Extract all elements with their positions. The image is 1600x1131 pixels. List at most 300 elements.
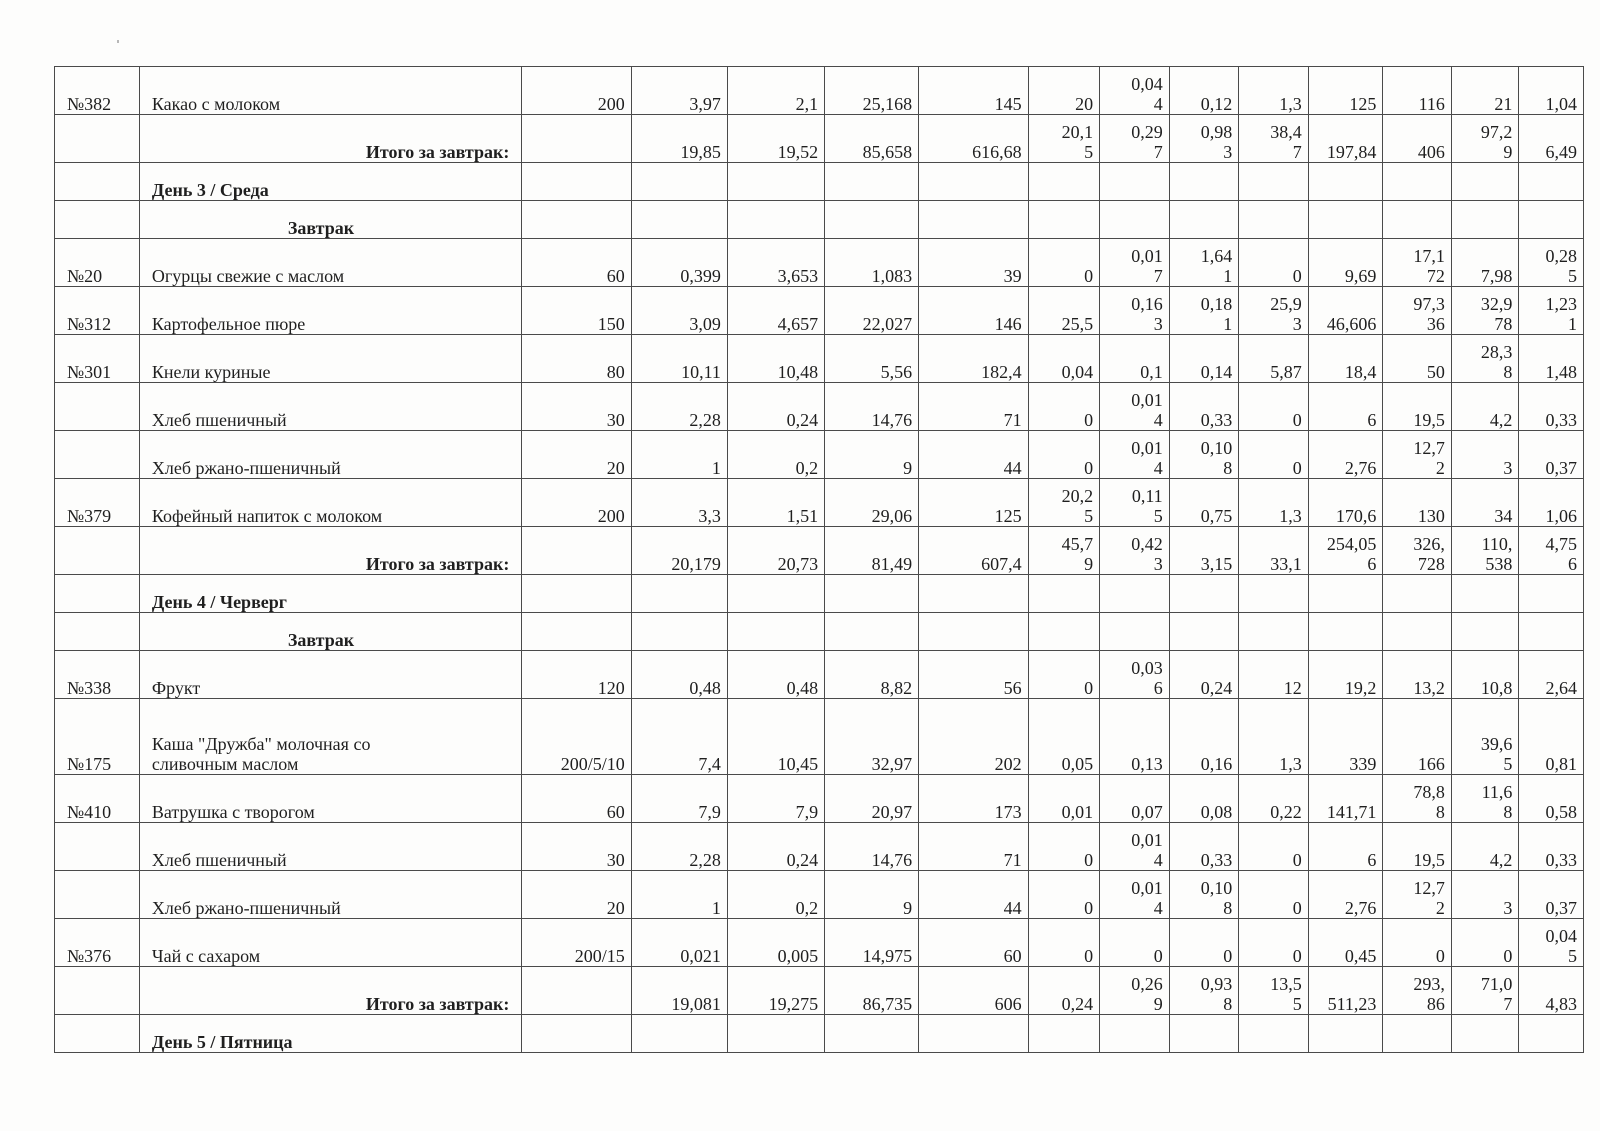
value-text: 146: [994, 314, 1022, 334]
total-row: [55, 967, 1584, 1015]
value-cell: [1519, 163, 1584, 201]
value-text: 2,64: [1545, 678, 1577, 698]
value-text: 170,6: [1335, 506, 1377, 526]
dish-name-text: Каша "Дружба" молочная со сливочным маслом: [151, 734, 371, 774]
value-text: 3,97: [689, 94, 721, 114]
value-text: 0,93 8: [1200, 974, 1233, 1014]
recipe-number-cell: [55, 613, 140, 651]
value-cell: [825, 575, 919, 613]
value-cell: [1519, 651, 1584, 699]
value-text: 0,021: [680, 946, 721, 966]
value-text: 30: [606, 850, 625, 870]
value-cell: [1383, 431, 1452, 479]
value-cell: [522, 871, 631, 919]
recipe-number-cell: №379: [55, 479, 140, 527]
value-text: 200/15: [574, 946, 625, 966]
recipe-number-cell: [55, 201, 140, 239]
value-cell: [522, 67, 631, 115]
value-cell: [1100, 823, 1170, 871]
value-text: 0,37: [1545, 898, 1577, 918]
recipe-number-cell: [55, 823, 140, 871]
recipe-number-cell: №410: [55, 775, 140, 823]
value-cell: [1028, 479, 1100, 527]
dish-name-text: День 3 / Среда: [151, 180, 269, 200]
value-cell: [522, 335, 631, 383]
value-cell: [1239, 335, 1309, 383]
value-cell: [727, 115, 824, 163]
recipe-number-cell: №382: [55, 67, 140, 115]
value-cell: [727, 575, 824, 613]
value-text: 110, 538: [1481, 534, 1513, 574]
value-cell: [727, 651, 824, 699]
value-text: 0,04: [1061, 362, 1094, 382]
dish-name-text: Хлеб пшеничный: [151, 850, 287, 870]
value-cell: [919, 1015, 1028, 1053]
value-text: 32,97: [871, 754, 913, 774]
value-cell: [1239, 823, 1309, 871]
value-text: 19,85: [680, 142, 721, 162]
value-cell: [1169, 163, 1239, 201]
dish-name-text: Итого за завтрак:: [365, 994, 510, 1014]
value-cell: [1308, 67, 1383, 115]
value-cell: [1100, 919, 1170, 967]
value-cell: [919, 967, 1028, 1015]
value-text: 2,76: [1344, 458, 1377, 478]
value-cell: [1308, 163, 1383, 201]
value-cell: [1308, 871, 1383, 919]
value-cell: [1451, 775, 1519, 823]
value-text: 21: [1494, 94, 1513, 114]
value-text: 511,23: [1327, 994, 1377, 1014]
value-text: 130: [1417, 506, 1445, 526]
value-cell: [919, 613, 1028, 651]
value-cell: [1383, 651, 1452, 699]
recipe-number-cell: [55, 527, 140, 575]
value-cell: [1028, 431, 1100, 479]
value-text: 173: [994, 802, 1022, 822]
value-text: 0,11 5: [1131, 486, 1163, 526]
value-cell: [522, 919, 631, 967]
value-text: 166: [1417, 754, 1445, 774]
value-text: 0,01: [1061, 802, 1094, 822]
value-text: 19,2: [1344, 678, 1377, 698]
value-text: 0,07: [1131, 802, 1163, 822]
value-text: 44: [1003, 458, 1022, 478]
value-text: 2,28: [689, 410, 721, 430]
value-cell: [1308, 575, 1383, 613]
value-cell: [919, 871, 1028, 919]
value-cell: [1100, 163, 1170, 201]
value-text: 0,42 3: [1131, 534, 1163, 574]
dish-name-cell: [139, 335, 522, 383]
dish-name-text: День 5 / Пятница: [151, 1032, 293, 1052]
value-cell: [825, 527, 919, 575]
table-row: [55, 823, 1584, 871]
value-cell: [522, 967, 631, 1015]
value-cell: [727, 67, 824, 115]
value-cell: [1028, 163, 1100, 201]
value-cell: [825, 383, 919, 431]
value-text: 28,3 8: [1480, 342, 1513, 382]
value-cell: [825, 431, 919, 479]
value-cell: [727, 919, 824, 967]
value-cell: [825, 871, 919, 919]
value-cell: [1308, 239, 1383, 287]
value-text: 0,24: [1200, 678, 1233, 698]
value-cell: [727, 383, 824, 431]
value-cell: [919, 823, 1028, 871]
value-cell: [1383, 823, 1452, 871]
value-cell: [1308, 919, 1383, 967]
value-cell: [631, 919, 727, 967]
value-text: 0,37: [1545, 458, 1577, 478]
value-text: 0,2: [795, 898, 819, 918]
value-text: 116: [1418, 94, 1445, 114]
scan-speck: [117, 40, 119, 43]
value-text: 0: [1292, 946, 1302, 966]
value-text: 1,51: [786, 506, 819, 526]
value-cell: [1519, 575, 1584, 613]
value-text: 20,179: [671, 554, 721, 574]
value-cell: [1028, 775, 1100, 823]
value-cell: [631, 651, 727, 699]
value-text: 1,3: [1279, 754, 1302, 774]
value-text: 20,2 5: [1061, 486, 1094, 526]
value-cell: [522, 383, 631, 431]
dish-name-cell: [139, 479, 522, 527]
value-text: 19,275: [768, 994, 819, 1014]
value-text: 1,64 1: [1200, 246, 1233, 286]
value-cell: [631, 67, 727, 115]
value-cell: [1169, 287, 1239, 335]
value-text: 406: [1417, 142, 1445, 162]
day-header-row: [55, 575, 1584, 613]
table-row: [55, 919, 1584, 967]
value-text: 0,33: [1200, 410, 1233, 430]
value-cell: [1383, 575, 1452, 613]
value-cell: [919, 201, 1028, 239]
value-text: 10,8: [1480, 678, 1513, 698]
value-cell: [1451, 335, 1519, 383]
value-cell: [919, 575, 1028, 613]
value-cell: [631, 823, 727, 871]
value-cell: [825, 163, 919, 201]
value-cell: [919, 335, 1028, 383]
value-text: 5,87: [1270, 362, 1302, 382]
value-cell: [1308, 431, 1383, 479]
value-cell: [1451, 115, 1519, 163]
value-cell: [1519, 527, 1584, 575]
value-text: 616,68: [972, 142, 1022, 162]
dish-name-text: Итого за завтрак:: [365, 554, 510, 574]
value-cell: [1451, 527, 1519, 575]
value-text: 1,48: [1545, 362, 1577, 382]
value-cell: [1239, 287, 1309, 335]
value-cell: [1100, 287, 1170, 335]
value-text: 7,9: [795, 802, 819, 822]
value-text: 3,3: [698, 506, 721, 526]
value-cell: [825, 699, 919, 775]
value-text: 0,04 4: [1131, 74, 1163, 114]
value-cell: [727, 335, 824, 383]
value-cell: [1169, 613, 1239, 651]
value-text: 145: [994, 94, 1022, 114]
value-cell: [727, 527, 824, 575]
value-text: 0,28 5: [1545, 246, 1577, 286]
value-text: 1,23 1: [1545, 294, 1577, 334]
value-text: 19,5: [1413, 850, 1445, 870]
value-cell: [1383, 479, 1452, 527]
value-cell: [1308, 651, 1383, 699]
value-cell: [1100, 115, 1170, 163]
value-text: 46,606: [1326, 314, 1377, 334]
value-cell: [631, 335, 727, 383]
value-text: 607,4: [981, 554, 1022, 574]
value-text: 125: [994, 506, 1022, 526]
value-cell: [919, 163, 1028, 201]
value-cell: [1308, 775, 1383, 823]
value-text: 0: [1084, 678, 1094, 698]
value-text: 20: [606, 458, 625, 478]
value-text: 0,01 4: [1131, 878, 1163, 918]
table-row: [55, 383, 1584, 431]
value-cell: [1169, 775, 1239, 823]
recipe-number-cell: [55, 967, 140, 1015]
value-text: 56: [1003, 678, 1022, 698]
value-text: 71,0 7: [1480, 974, 1513, 1014]
value-cell: [1169, 335, 1239, 383]
value-text: 0,45: [1344, 946, 1377, 966]
value-text: 0,48: [689, 678, 721, 698]
value-text: 0,01 4: [1131, 390, 1163, 430]
value-text: 71: [1003, 410, 1022, 430]
value-cell: [1239, 871, 1309, 919]
value-text: 12: [1283, 678, 1302, 698]
value-cell: [727, 823, 824, 871]
value-cell: [1308, 1015, 1383, 1053]
value-text: 0,12: [1200, 94, 1233, 114]
value-cell: [919, 699, 1028, 775]
value-cell: [1451, 67, 1519, 115]
value-text: 81,49: [871, 554, 913, 574]
value-cell: [1100, 1015, 1170, 1053]
value-cell: [1100, 871, 1170, 919]
value-cell: [1519, 239, 1584, 287]
value-cell: [919, 775, 1028, 823]
dish-name-text: Какао с молоком: [151, 94, 281, 114]
dish-name-cell: [139, 919, 522, 967]
value-text: 0: [1292, 850, 1302, 870]
value-cell: [1383, 67, 1452, 115]
value-cell: [727, 163, 824, 201]
value-cell: [631, 871, 727, 919]
value-text: 0,04 5: [1545, 926, 1577, 966]
value-text: 2,28: [689, 850, 721, 870]
value-text: 0: [1084, 410, 1094, 430]
value-text: 141,71: [1326, 802, 1377, 822]
value-text: 0,10 8: [1200, 878, 1233, 918]
value-text: 606: [994, 994, 1022, 1014]
value-cell: [1028, 383, 1100, 431]
dish-name-cell: [139, 651, 522, 699]
value-cell: [1308, 479, 1383, 527]
value-cell: [1239, 115, 1309, 163]
value-cell: [825, 239, 919, 287]
value-cell: [522, 699, 631, 775]
value-text: 19,081: [671, 994, 721, 1014]
recipe-number-cell: №175: [55, 699, 140, 775]
value-cell: [1028, 115, 1100, 163]
value-text: 0,005: [777, 946, 819, 966]
value-cell: [1383, 919, 1452, 967]
value-text: 34: [1494, 506, 1513, 526]
value-cell: [1519, 67, 1584, 115]
value-cell: [919, 919, 1028, 967]
value-text: 0,16 3: [1131, 294, 1163, 334]
value-cell: [1169, 967, 1239, 1015]
value-cell: [1308, 115, 1383, 163]
value-text: 9: [903, 458, 913, 478]
value-cell: [1308, 823, 1383, 871]
value-cell: [1100, 775, 1170, 823]
value-cell: [522, 775, 631, 823]
value-cell: [727, 699, 824, 775]
value-cell: [522, 1015, 631, 1053]
value-text: 339: [1349, 754, 1377, 774]
dish-name-cell: [139, 287, 522, 335]
value-cell: [522, 613, 631, 651]
value-cell: [1383, 527, 1452, 575]
value-cell: [1028, 239, 1100, 287]
dish-name-text: Завтрак: [287, 218, 355, 238]
value-cell: [919, 431, 1028, 479]
value-cell: [1169, 67, 1239, 115]
value-cell: [522, 201, 631, 239]
value-cell: [631, 575, 727, 613]
value-cell: [825, 115, 919, 163]
value-cell: [825, 479, 919, 527]
value-text: 0: [1292, 410, 1302, 430]
value-cell: [1239, 67, 1309, 115]
value-cell: [1028, 613, 1100, 651]
value-text: 17,1 72: [1413, 246, 1445, 286]
value-text: 326, 728: [1413, 534, 1445, 574]
value-text: 7,4: [698, 754, 721, 774]
value-cell: [1028, 67, 1100, 115]
value-text: 0: [1503, 946, 1513, 966]
value-text: 4,2: [1489, 850, 1513, 870]
value-cell: [1451, 699, 1519, 775]
dish-name-text: Итого за завтрак:: [365, 142, 510, 162]
value-cell: [727, 479, 824, 527]
value-cell: [1239, 699, 1309, 775]
value-cell: [631, 163, 727, 201]
dish-name-cell: [139, 115, 522, 163]
value-cell: [727, 239, 824, 287]
total-row: [55, 527, 1584, 575]
value-text: 60: [1003, 946, 1022, 966]
value-cell: [1451, 919, 1519, 967]
value-cell: [1028, 1015, 1100, 1053]
value-cell: [1519, 871, 1584, 919]
value-cell: [919, 651, 1028, 699]
value-cell: [1451, 967, 1519, 1015]
value-text: 9,69: [1344, 266, 1377, 286]
value-cell: [1169, 201, 1239, 239]
value-text: 0,10 8: [1200, 438, 1233, 478]
value-cell: [1451, 613, 1519, 651]
value-cell: [727, 287, 824, 335]
table-row: [55, 651, 1584, 699]
value-cell: [1519, 383, 1584, 431]
value-cell: [1028, 287, 1100, 335]
dish-name-cell: [139, 527, 522, 575]
value-cell: [1383, 163, 1452, 201]
value-text: 0,03 6: [1131, 658, 1163, 698]
value-text: 0,58: [1545, 802, 1577, 822]
value-cell: [825, 287, 919, 335]
value-cell: [1028, 967, 1100, 1015]
value-cell: [1100, 651, 1170, 699]
dish-name-cell: [139, 775, 522, 823]
value-cell: [1239, 1015, 1309, 1053]
value-text: 202: [994, 754, 1022, 774]
value-text: 0: [1084, 946, 1094, 966]
value-text: 0: [1084, 266, 1094, 286]
value-cell: [1169, 527, 1239, 575]
value-cell: [631, 1015, 727, 1053]
value-text: 20,1 5: [1061, 122, 1094, 162]
value-text: 22,027: [862, 314, 913, 334]
value-cell: [1451, 383, 1519, 431]
value-cell: [631, 115, 727, 163]
value-cell: [1308, 527, 1383, 575]
table-row: [55, 431, 1584, 479]
value-cell: [631, 967, 727, 1015]
value-text: 13,2: [1413, 678, 1445, 698]
value-cell: [1239, 575, 1309, 613]
table-row: [55, 871, 1584, 919]
value-text: 1,06: [1545, 506, 1577, 526]
dish-name-cell: [139, 201, 522, 239]
value-text: 150: [597, 314, 625, 334]
value-cell: [631, 239, 727, 287]
recipe-number-cell: [55, 115, 140, 163]
value-cell: [1239, 201, 1309, 239]
value-cell: [825, 823, 919, 871]
day-header-row: [55, 163, 1584, 201]
value-text: 2,76: [1344, 898, 1377, 918]
dish-name-cell: [139, 383, 522, 431]
value-text: 0: [1435, 946, 1445, 966]
value-cell: [631, 431, 727, 479]
value-text: 9: [903, 898, 913, 918]
value-cell: [1100, 699, 1170, 775]
value-text: 2,1: [795, 94, 819, 114]
value-text: 0,24: [1061, 994, 1094, 1014]
value-cell: [522, 239, 631, 287]
value-cell: [1519, 967, 1584, 1015]
value-cell: [1239, 613, 1309, 651]
value-cell: [1239, 163, 1309, 201]
value-cell: [1519, 775, 1584, 823]
value-text: 3: [1503, 898, 1513, 918]
value-cell: [522, 651, 631, 699]
dish-name-cell: [139, 613, 522, 651]
value-cell: [1239, 527, 1309, 575]
value-text: 0,29 7: [1131, 122, 1163, 162]
value-cell: [1169, 575, 1239, 613]
